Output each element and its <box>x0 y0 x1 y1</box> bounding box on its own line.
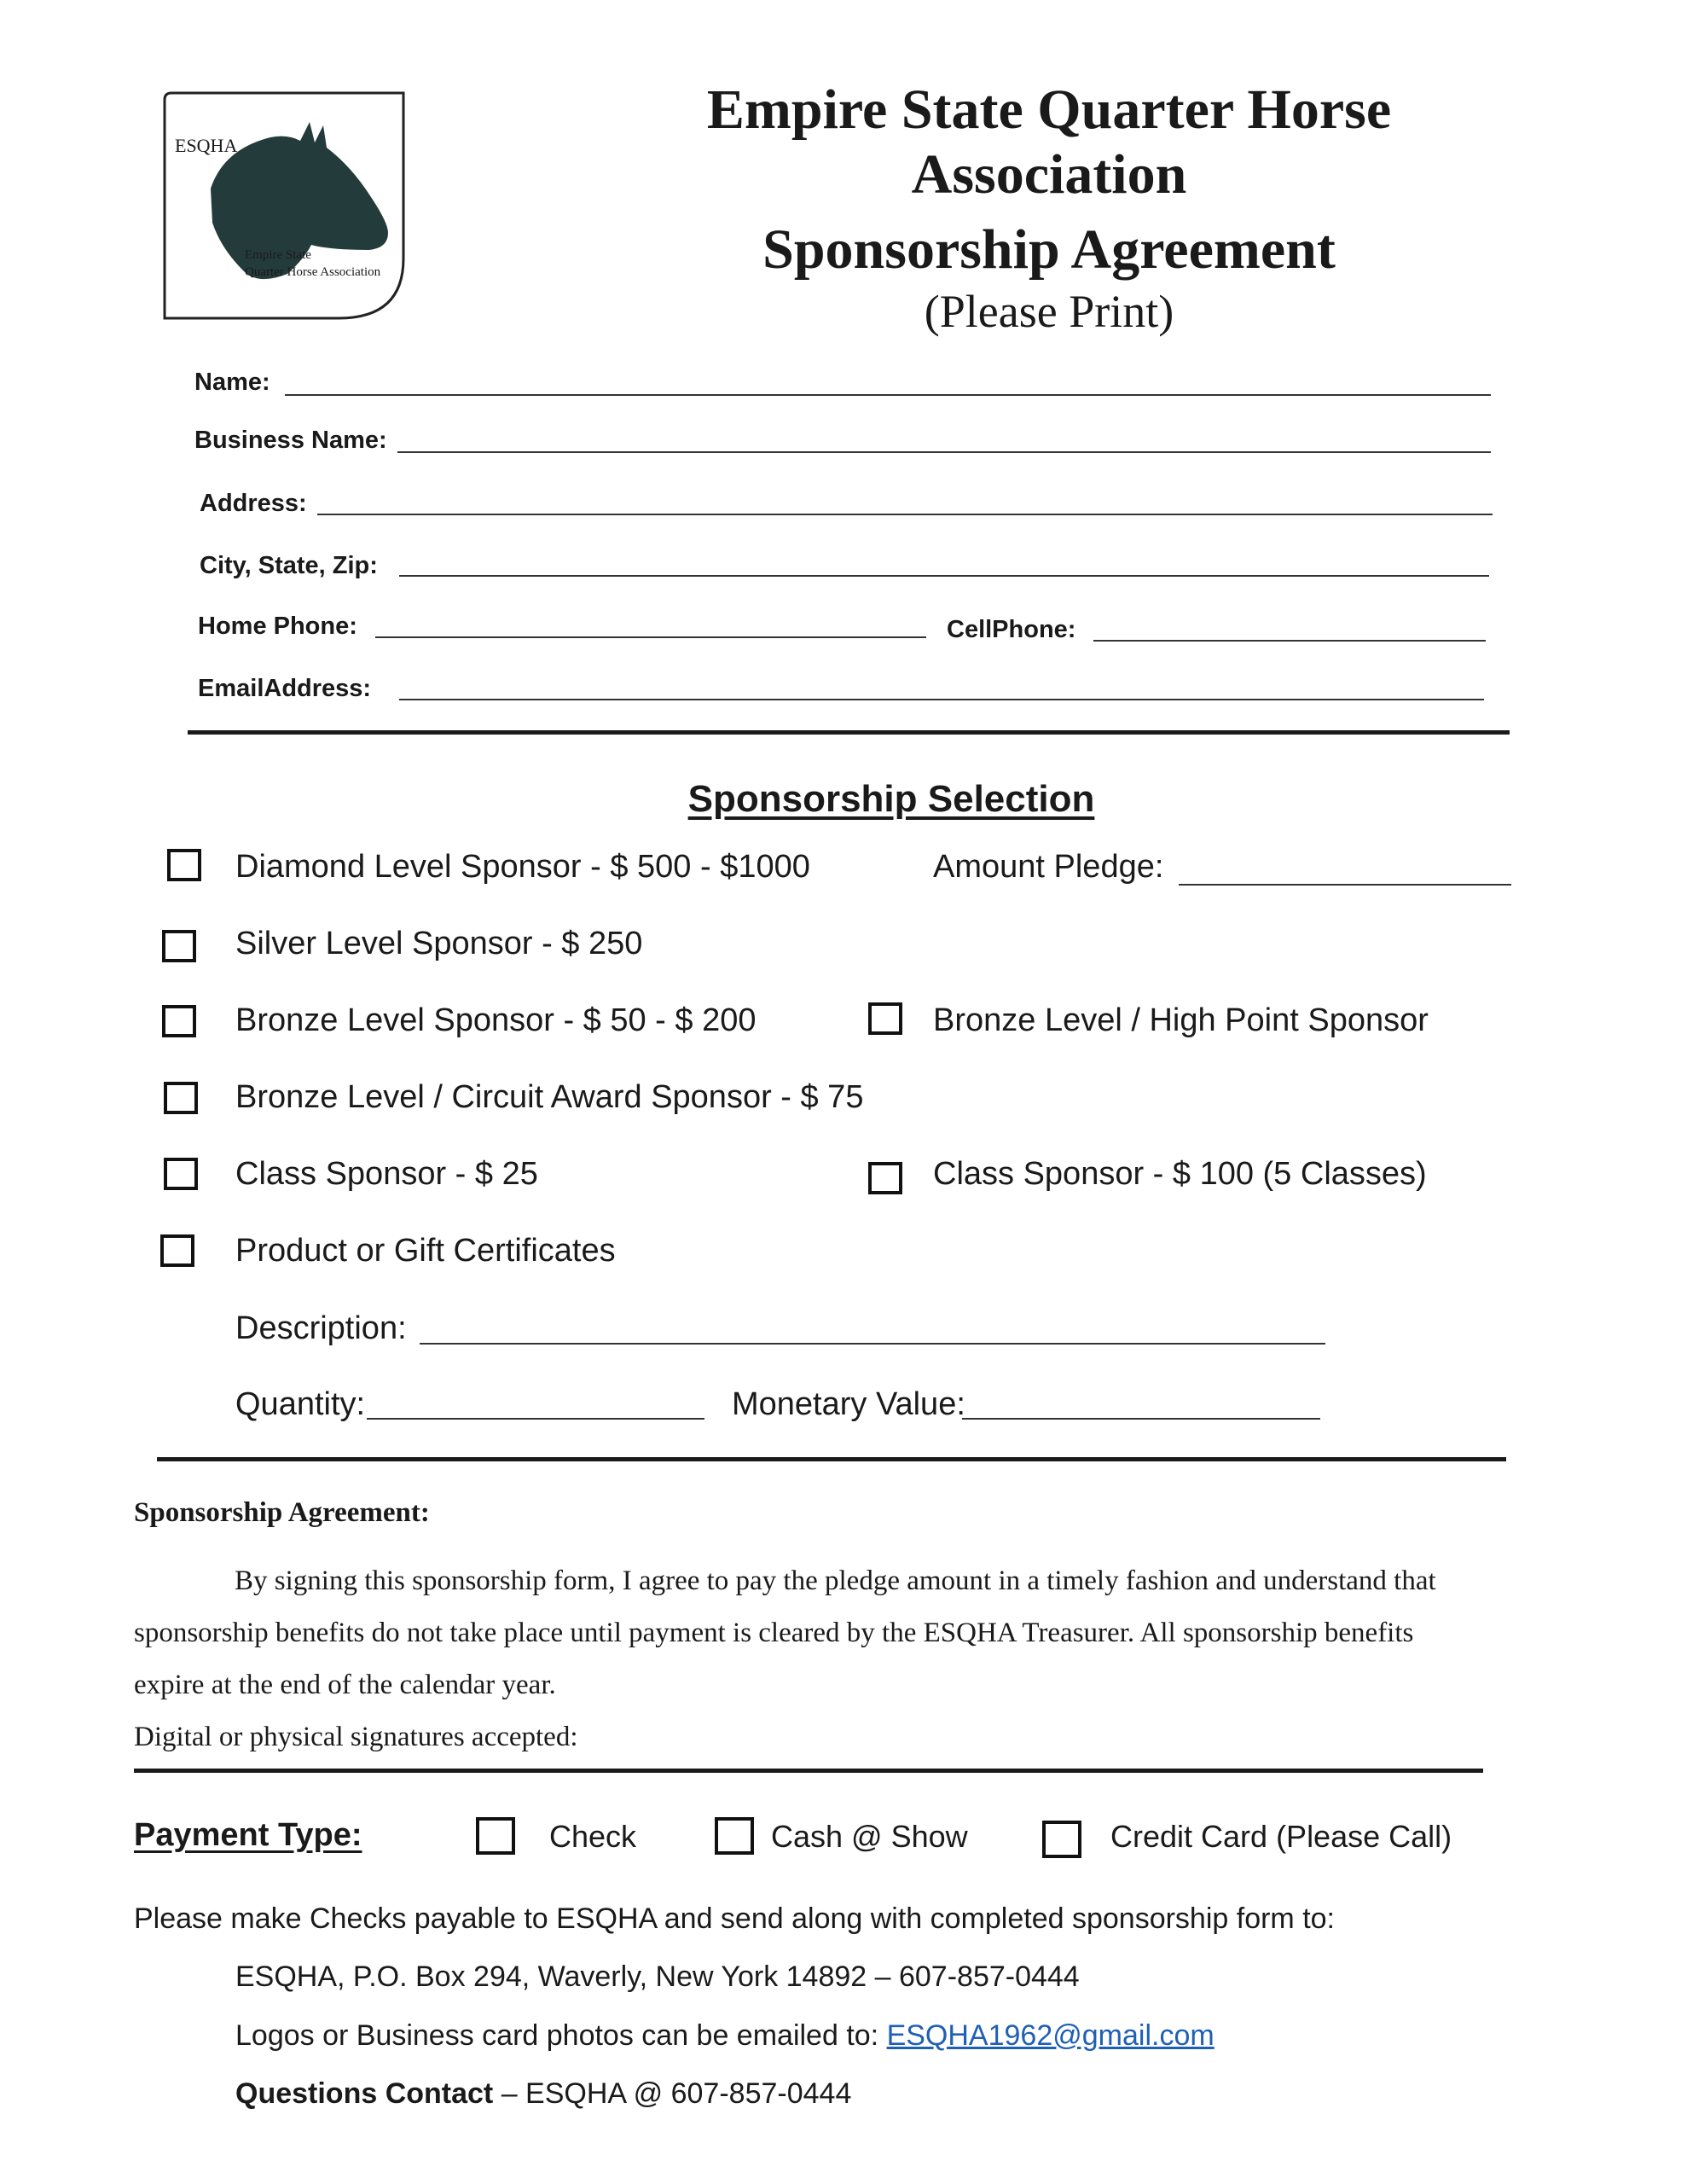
class-25-checkbox[interactable] <box>164 1158 198 1190</box>
questions-contact-phone: – ESQHA @ 607-857-0444 <box>493 2077 852 2110</box>
address-label: Address: <box>200 490 307 517</box>
class-100-label: Class Sponsor - $ 100 (5 Classes) <box>933 1156 1427 1192</box>
cash-checkbox[interactable] <box>715 1817 754 1855</box>
bronze-circuit-checkbox[interactable] <box>164 1082 198 1114</box>
bronze-circuit-label: Bronze Level / Circuit Award Sponsor - $ 75 <box>235 1079 864 1115</box>
monetary-value-label: Monetary Value: <box>732 1386 965 1422</box>
amount-pledge-label: Amount Pledge: <box>933 849 1164 885</box>
title-line-3: Sponsorship Agreement <box>762 218 1336 281</box>
bronze-high-point-checkbox[interactable] <box>868 1002 902 1035</box>
signature-line[interactable] <box>134 1769 1483 1773</box>
silver-checkbox[interactable] <box>162 930 196 962</box>
description-field[interactable] <box>420 1343 1325 1345</box>
bronze-option-label: Bronze Level Sponsor - $ 50 - $ 200 <box>235 1002 757 1038</box>
address-field[interactable] <box>317 514 1493 515</box>
amount-pledge-field[interactable] <box>1179 884 1511 886</box>
bronze-checkbox[interactable] <box>162 1005 196 1037</box>
sponsorship-selection-heading: Sponsorship Selection <box>687 778 1095 820</box>
name-label: Name: <box>194 369 270 396</box>
credit-card-checkbox[interactable] <box>1042 1821 1081 1858</box>
home-phone-field[interactable] <box>375 636 926 638</box>
agreement-line-1: By signing this sponsorship form, I agree to pay the pledge amount in a timely fashion and understand that <box>235 1565 1436 1596</box>
product-label: Product or Gift Certificates <box>235 1233 616 1269</box>
name-field[interactable] <box>285 394 1491 396</box>
title-line-2: Association <box>911 143 1187 206</box>
mailing-address-text: ESQHA, P.O. Box 294, Waverly, New York 14892 – 607-857-0444 <box>235 1960 1080 1993</box>
quantity-field[interactable] <box>367 1418 704 1420</box>
questions-contact-label: Questions Contact <box>235 2077 494 2110</box>
class-25-label: Class Sponsor - $ 25 <box>235 1156 538 1192</box>
diamond-checkbox[interactable] <box>167 849 201 881</box>
cell-phone-label: CellPhone: <box>947 616 1076 643</box>
product-checkbox[interactable] <box>160 1234 194 1267</box>
business-name-label: Business Name: <box>194 427 387 454</box>
check-label: Check <box>549 1819 637 1854</box>
check-checkbox[interactable] <box>476 1817 515 1855</box>
class-100-checkbox[interactable] <box>868 1162 902 1194</box>
silver-option-label: Silver Level Sponsor - $ 250 <box>235 926 643 961</box>
email-address-field[interactable] <box>399 699 1484 700</box>
title-line-1: Empire State Quarter Horse <box>706 78 1392 141</box>
agreement-heading: Sponsorship Agreement: <box>134 1497 430 1528</box>
esqha-logo <box>159 88 415 323</box>
cell-phone-field[interactable] <box>1093 640 1486 642</box>
payment-type-heading: Payment Type: <box>134 1817 362 1853</box>
logo-text-bottom-1: Empire State <box>245 248 311 262</box>
questions-contact-text <box>235 2077 851 2111</box>
divider-rule <box>188 730 1510 735</box>
horse-head-icon <box>159 88 415 323</box>
city-state-zip-label: City, State, Zip: <box>200 552 378 579</box>
subtitle: (Please Print) <box>924 286 1174 337</box>
description-label: Description: <box>235 1310 407 1346</box>
checks-payable-text: Please make Checks payable to ESQHA and send along with completed sponsorship form to: <box>134 1902 1335 1935</box>
divider-rule <box>157 1457 1506 1461</box>
email-address-label: EmailAddress: <box>198 675 372 702</box>
monetary-value-field[interactable] <box>962 1418 1320 1420</box>
logos-email-label: Logos or Business card photos can be emailed to: <box>235 2019 887 2052</box>
quantity-label: Quantity: <box>235 1386 366 1422</box>
email-link[interactable]: ESQHA1962@gmail.com <box>886 2019 1215 2052</box>
signature-label: Digital or physical signatures accepted: <box>134 1722 578 1752</box>
cash-label: Cash @ Show <box>771 1819 968 1854</box>
agreement-line-2: sponsorship benefits do not take place until payment is cleared by the ESQHA Treasurer. All sponsorship benefits <box>134 1618 1414 1648</box>
logo-text-bottom-2: Quarter Horse Association <box>245 265 381 279</box>
city-state-zip-field[interactable] <box>399 575 1489 577</box>
logo-text-top: ESQHA <box>175 135 238 156</box>
agreement-line-3: expire at the end of the calendar year. <box>134 1670 556 1700</box>
diamond-option-label: Diamond Level Sponsor - $ 500 - $1000 <box>235 849 810 885</box>
logos-email-text <box>235 2019 1215 2053</box>
credit-card-label: Credit Card (Please Call) <box>1110 1819 1452 1854</box>
home-phone-label: Home Phone: <box>198 613 357 640</box>
business-name-field[interactable] <box>397 451 1491 453</box>
bronze-high-point-label: Bronze Level / High Point Sponsor <box>933 1002 1429 1038</box>
